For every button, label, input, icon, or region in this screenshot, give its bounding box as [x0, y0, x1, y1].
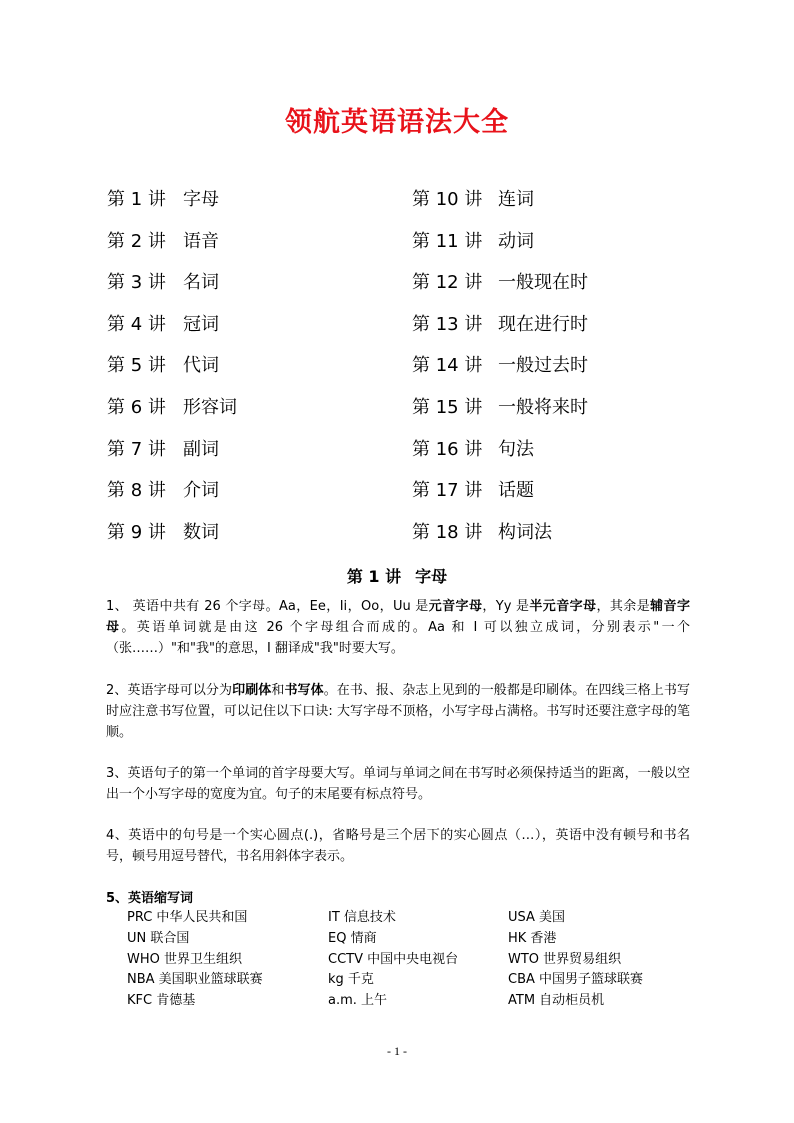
document-title: 领航英语语法大全	[285, 107, 509, 138]
toc-entry-number: 第 5 讲	[107, 355, 166, 377]
abbreviation-item: UN 联合国	[127, 930, 190, 946]
paragraph-text: ，Yy 是	[482, 599, 530, 614]
paragraph-text: ，其余是	[596, 599, 651, 614]
toc-row	[107, 394, 707, 436]
paragraph-1	[106, 596, 690, 659]
abbreviations-list	[127, 908, 687, 1012]
page-number: - 1 -	[387, 1044, 407, 1058]
paragraph-text: 1、 英语中共有 26 个字母。Aa，Ee，Ii，Oo，Uu 是	[106, 599, 429, 614]
abbreviation-item: PRC 中华人民共和国	[127, 910, 248, 925]
abbreviation-item: HK 香港	[508, 930, 557, 946]
toc-entry-number: 第 1 讲	[107, 189, 166, 210]
toc-entry-name: 数词	[183, 521, 219, 543]
toc-entry-number: 第 11 讲	[412, 230, 483, 252]
toc-entry-number: 第 16 讲	[412, 438, 483, 460]
toc-entry-name: 现在进行时	[498, 313, 588, 335]
toc-entry	[107, 352, 219, 380]
toc-entry-name: 副词	[183, 438, 219, 460]
paragraph-text: 和	[271, 683, 285, 698]
table-of-contents	[107, 186, 707, 560]
bold-term: 半元音字母	[529, 599, 597, 614]
toc-entry-name: 冠词	[183, 313, 219, 335]
abbreviation-item: NBA 美国职业篮球联赛	[127, 972, 263, 988]
toc-entry-number: 第 2 讲	[107, 230, 166, 252]
abbreviation-item: KFC 肯德基	[127, 993, 196, 1009]
toc-entry-name: 名词	[183, 272, 219, 294]
abbreviation-item: WHO 世界卫生组织	[127, 951, 242, 967]
toc-entry	[412, 394, 588, 422]
abbreviation-row	[127, 908, 687, 929]
toc-entry-number: 第 7 讲	[107, 438, 166, 460]
abbreviation-item: EQ 情商	[328, 930, 377, 946]
toc-entry	[107, 186, 219, 214]
paragraph-text: 。在书、报、杂志上见到的一般都是印刷体。在四线三格上书写时应注意书写位置，可以记住以下口诀: 大写字母不顶格，小写字母占满格。书写时还要注意字母的笔顺。	[106, 683, 690, 740]
abbreviation-item: IT 信息技术	[328, 910, 396, 925]
section-heading	[0, 564, 794, 587]
toc-entry	[412, 186, 534, 214]
toc-row	[107, 228, 707, 270]
abbreviation-item: CCTV 中国中央电视台	[328, 951, 459, 967]
abbreviation-row	[127, 991, 687, 1012]
paragraph-text: 。英语单词就是由这 26 个字母组合而成的。Aa 和 I 可以独立成词，分别表示"一个（张……）"和"我"的意思，I 翻译成"我"时要大写。	[106, 620, 690, 656]
paragraph-3: 3、英语句子的第一个单词的首字母要大写。单词与单词之间在书写时必须保持适当的距离，一般以空出一个小写字母的宽度为宜。句子的末尾要有标点符号。	[106, 766, 690, 802]
toc-entry	[412, 228, 534, 256]
section-name: 字母	[415, 567, 448, 586]
abbreviation-row	[127, 929, 687, 950]
toc-entry-number: 第 3 讲	[107, 272, 166, 294]
toc-entry-name: 构词法	[498, 521, 552, 543]
toc-entry	[107, 228, 219, 256]
toc-row	[107, 352, 707, 394]
toc-entry	[107, 311, 219, 339]
toc-entry-name: 句法	[498, 438, 534, 460]
toc-entry	[412, 269, 588, 297]
toc-entry-number: 第 17 讲	[412, 480, 483, 502]
section-number: 第 1 讲	[346, 567, 402, 586]
toc-entry-name: 代词	[183, 355, 219, 377]
toc-entry-name: 一般将来时	[498, 396, 588, 418]
abbreviation-item: kg 千克	[328, 972, 374, 988]
toc-entry-number: 第 8 讲	[107, 480, 166, 502]
toc-row	[107, 311, 707, 353]
abbreviations-heading: 5、英语缩写词	[106, 891, 194, 906]
toc-entry	[107, 269, 219, 297]
bold-term: 元音字母	[428, 599, 483, 614]
toc-entry-number: 第 6 讲	[107, 396, 166, 418]
toc-row	[107, 269, 707, 311]
toc-entry-number: 第 9 讲	[107, 521, 166, 543]
paragraph-2	[106, 680, 690, 743]
paragraph-text: 2、英语字母可以分为	[106, 683, 233, 698]
toc-entry-name: 形容词	[183, 396, 237, 418]
toc-entry-name: 连词	[498, 189, 534, 210]
toc-entry-number: 第 15 讲	[412, 396, 483, 418]
toc-entry-name: 动词	[498, 230, 534, 252]
abbreviation-row	[127, 950, 687, 971]
toc-entry	[412, 436, 534, 464]
toc-entry-name: 话题	[498, 480, 534, 502]
toc-entry	[107, 477, 219, 505]
toc-row	[107, 436, 707, 478]
bold-term: 书写体	[284, 683, 324, 698]
toc-entry	[412, 352, 588, 380]
bold-term: 印刷体	[232, 683, 272, 698]
toc-entry-name: 一般过去时	[498, 355, 588, 377]
abbreviation-item: ATM 自动柜员机	[508, 993, 605, 1009]
abbreviation-item: WTO 世界贸易组织	[508, 951, 622, 967]
toc-entry-number: 第 4 讲	[107, 313, 166, 335]
toc-entry-name: 介词	[183, 480, 219, 502]
toc-entry-name: 语音	[183, 230, 219, 252]
toc-entry-name: 一般现在时	[498, 272, 588, 294]
toc-entry-number: 第 18 讲	[412, 521, 483, 543]
toc-entry-number: 第 12 讲	[412, 272, 483, 294]
toc-entry	[412, 311, 588, 339]
abbreviation-item: a.m. 上午	[328, 993, 388, 1009]
toc-entry	[412, 477, 534, 505]
abbreviation-item: USA 美国	[508, 910, 566, 925]
toc-entry-name: 字母	[183, 189, 219, 210]
abbreviation-item: CBA 中国男子篮球联赛	[508, 972, 644, 988]
abbreviation-row	[127, 970, 687, 991]
toc-entry	[107, 519, 219, 547]
toc-row	[107, 477, 707, 519]
bold-term: 辅音字母	[106, 599, 690, 635]
toc-entry-number: 第 10 讲	[412, 189, 483, 210]
toc-entry	[107, 436, 219, 464]
toc-entry	[412, 519, 552, 547]
toc-entry-number: 第 13 讲	[412, 313, 483, 335]
toc-entry	[107, 394, 237, 422]
toc-row	[107, 186, 707, 228]
toc-entry-number: 第 14 讲	[412, 355, 483, 377]
toc-row	[107, 519, 707, 561]
paragraph-4: 4、英语中的句号是一个实心圆点(.)，省略号是三个居下的实心圆点（…），英语中没有顿号和书名号，顿号用逗号替代，书名用斜体字表示。	[106, 828, 690, 864]
